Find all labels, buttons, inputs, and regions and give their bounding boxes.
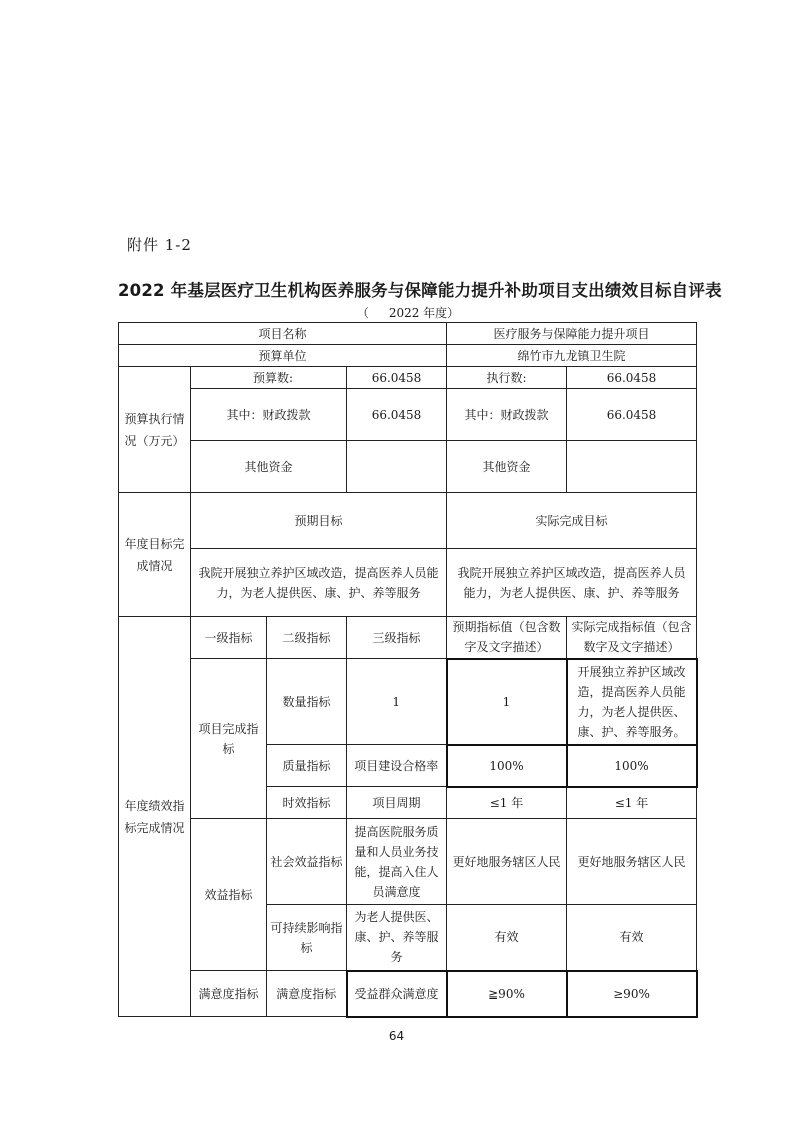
budget-unit-row (119, 345, 697, 367)
level3-cell: 项目周期 (347, 787, 447, 819)
annual-goal-header-row (119, 493, 697, 549)
budget-value: 66.0458 (347, 367, 447, 389)
actual-value-cell: 开展独立养护区域改造，提高医养人员能力，为老人提供医、康、护、养等服务。 (567, 659, 697, 745)
actual-value-cell: 更好地服务辖区人民 (567, 819, 697, 905)
budget-exec-section-label: 预算执行情况（万元） (119, 367, 191, 493)
level2-cell: 可持续影响指标 (267, 905, 347, 971)
level1-header: 一级指标 (191, 617, 267, 659)
expected-value-cell: ≧90% (447, 971, 567, 1017)
other-funds-label: 其他资金 (191, 441, 347, 493)
other-funds-exec-label: 其他资金 (447, 441, 567, 493)
table-row (119, 819, 697, 905)
actual-goal-header: 实际完成目标 (447, 493, 697, 549)
year-line (118, 304, 698, 321)
budget-unit-value: 绵竹市九龙镇卫生院 (447, 345, 697, 367)
page-number: 64 (388, 1029, 405, 1043)
table-row (119, 659, 697, 745)
project-name-label: 项目名称 (119, 323, 447, 345)
fiscal-exec-label: 其中：财政拨款 (447, 389, 567, 441)
level3-cell: 项目建设合格率 (347, 745, 447, 787)
level2-cell: 质量指标 (267, 745, 347, 787)
level2-cell: 时效指标 (267, 787, 347, 819)
level3-cell: 为老人提供医、康、护、养等服务 (347, 905, 447, 971)
expected-value-cell: 1 (447, 659, 567, 745)
performance-header-row (119, 617, 697, 659)
expected-goal-header: 预期目标 (191, 493, 447, 549)
other-funds-budget (347, 441, 447, 493)
year-text: 2022 年度） (388, 306, 460, 320)
other-funds-exec (567, 441, 697, 493)
attachment-label: 附件 1-2 (127, 236, 192, 254)
table-row (119, 971, 697, 1017)
expected-value-cell: 有效 (447, 905, 567, 971)
expected-goal-text: 我院开展独立养护区域改造，提高医养人员能力，为老人提供医、康、护、养等服务 (191, 549, 447, 617)
year-open-paren: （ (356, 306, 369, 320)
level3-cell: 提高医院服务质量和人员业务技能，提高入住人员满意度 (347, 819, 447, 905)
fiscal-label: 其中：财政拨款 (191, 389, 347, 441)
expected-value-cell: 更好地服务辖区人民 (447, 819, 567, 905)
level2-cell: 满意度指标 (267, 971, 347, 1017)
expected-value-cell: ≤1 年 (447, 787, 567, 819)
exec-value: 66.0458 (567, 367, 697, 389)
satisfaction-group-label: 满意度指标 (191, 971, 267, 1017)
project-name-value: 医疗服务与保障能力提升项目 (447, 323, 697, 345)
annual-goal-section-label: 年度目标完成情况 (119, 493, 191, 617)
exec-label: 执行数: (447, 367, 567, 389)
budget-label: 预算数: (191, 367, 347, 389)
level2-header: 二级指标 (267, 617, 347, 659)
annual-goal-content-row (119, 549, 697, 617)
other-funds-row (119, 441, 697, 493)
level2-cell: 数量指标 (267, 659, 347, 745)
fiscal-exec-value: 66.0458 (567, 389, 697, 441)
actual-goal-text: 我院开展独立养护区域改造，提高医养人员能力，为老人提供医、康、护、养等服务 (447, 549, 697, 617)
actual-value-header: 实际完成指标值（包含数字及文字描述） (567, 617, 697, 659)
level3-cell: 受益群众满意度 (347, 971, 447, 1017)
evaluation-table (118, 322, 698, 1018)
actual-value-cell: 有效 (567, 905, 697, 971)
budget-row (119, 367, 697, 389)
fiscal-row (119, 389, 697, 441)
actual-value-cell: 100% (567, 745, 697, 787)
level3-header: 三级指标 (347, 617, 447, 659)
budget-unit-label: 预算单位 (119, 345, 447, 367)
completion-group-label: 项目完成指标 (191, 659, 267, 819)
project-name-row (119, 323, 697, 345)
level3-cell: 1 (347, 659, 447, 745)
actual-value-cell: ≤1 年 (567, 787, 697, 819)
benefit-group-label: 效益指标 (191, 819, 267, 971)
level2-cell: 社会效益指标 (267, 819, 347, 905)
actual-value-cell: ≥90% (567, 971, 697, 1017)
expected-value-header: 预期指标值（包含数字及文字描述） (447, 617, 567, 659)
fiscal-budget-value: 66.0458 (347, 389, 447, 441)
expected-value-cell: 100% (447, 745, 567, 787)
performance-section-label: 年度绩效指标完成情况 (119, 617, 191, 1017)
document-title: 2022 年基层医疗卫生机构医养服务与保障能力提升补助项目支出绩效目标自评表 (118, 281, 722, 300)
